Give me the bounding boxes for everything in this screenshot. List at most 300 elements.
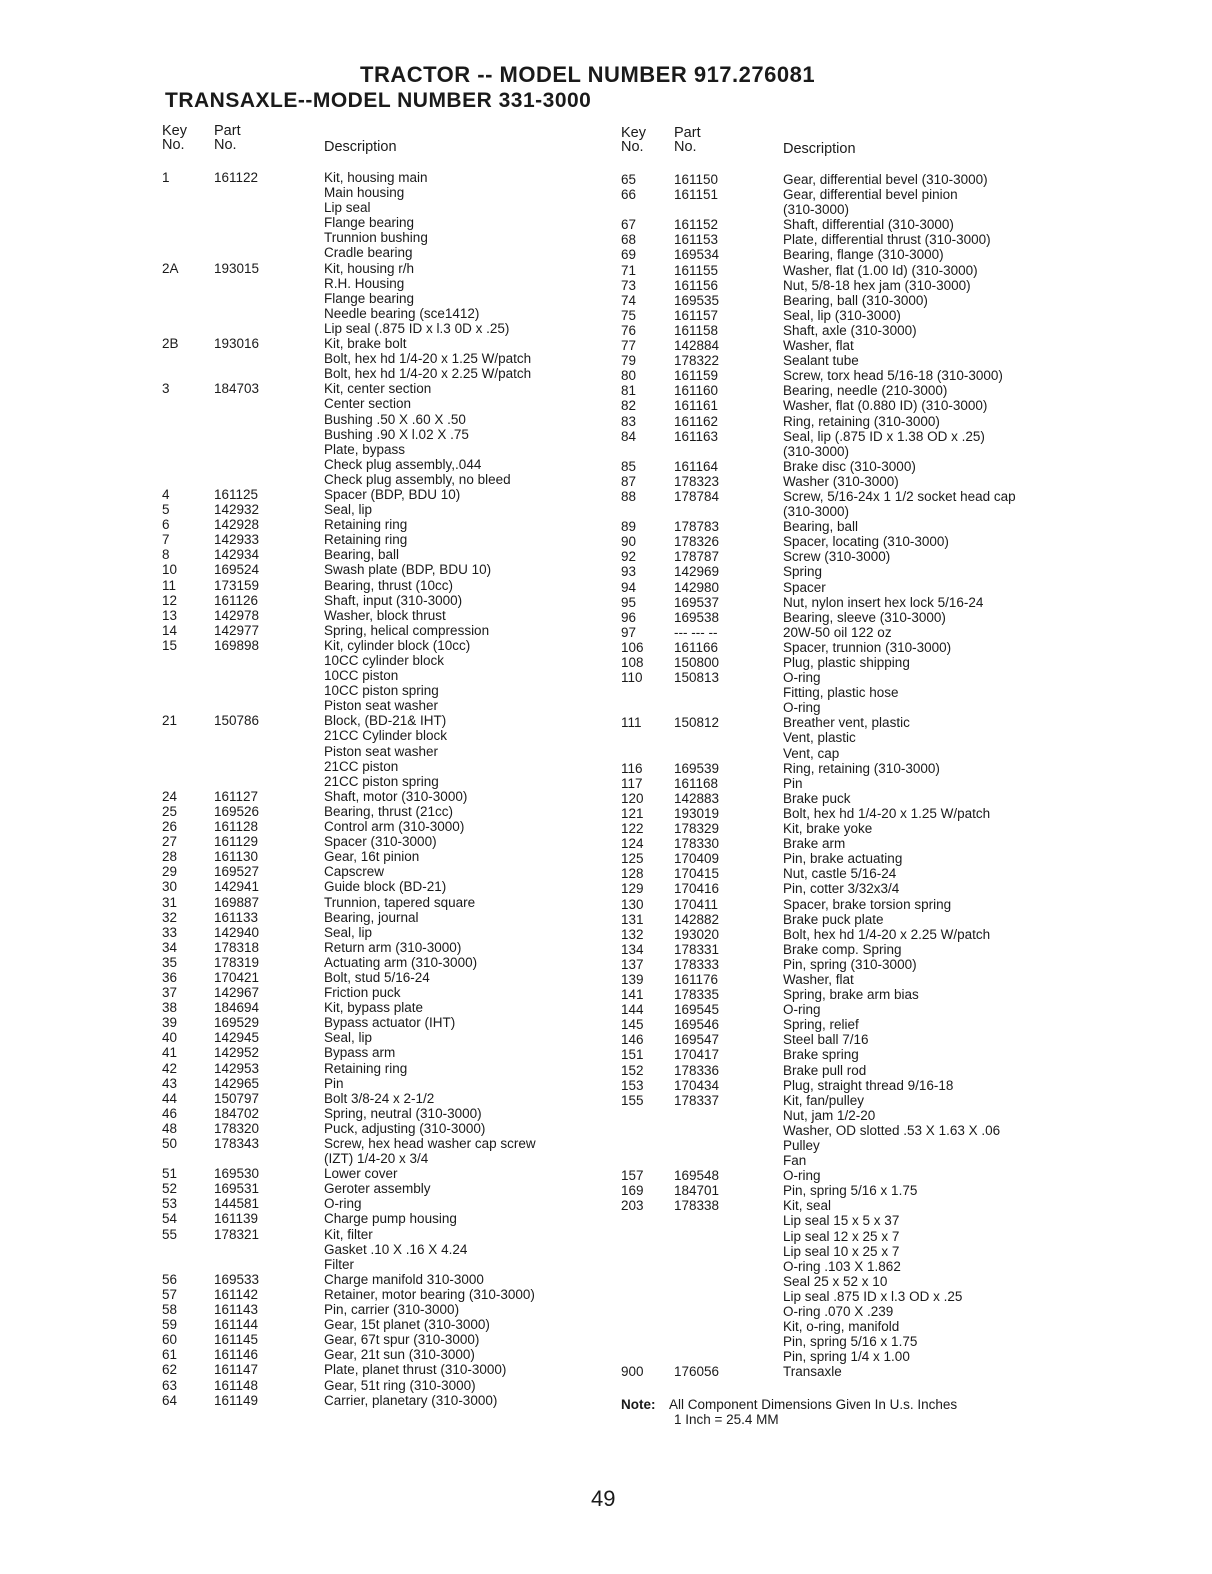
key-no: 121 (621, 805, 644, 821)
description: Sealant tube (783, 353, 859, 369)
description: Bearing, flange (310-3000) (783, 247, 944, 263)
description: Seal, lip (310-3000) (783, 307, 901, 323)
part-no: 178336 (674, 1062, 720, 1078)
description: Pin, carrier (310-3000) (324, 1302, 460, 1318)
description: Gear, 15t planet (310-3000) (324, 1317, 490, 1333)
key-no: 130 (621, 896, 644, 912)
key-no: 28 (162, 849, 178, 865)
description: Washer (310-3000) (783, 473, 899, 489)
description: Kit, center section (324, 381, 432, 397)
description: Spacer (310-3000) (324, 834, 437, 850)
part-no: 161152 (674, 217, 719, 233)
key-no: 12 (162, 592, 178, 608)
part-no: 176056 (674, 1364, 720, 1380)
key-no: 65 (621, 172, 637, 187)
key-no: 84 (621, 428, 637, 444)
part-no: 142940 (214, 924, 260, 940)
description: Shaft, axle (310-3000) (783, 322, 917, 338)
description: Vent, plastic (783, 730, 856, 746)
description: Bushing .50 X .60 X .50 (324, 411, 466, 427)
page-title: TRACTOR -- MODEL NUMBER 917.276081 (360, 62, 816, 87)
description: Check plug assembly,.044 (324, 456, 482, 472)
description: Washer, flat (0.880 ID) (310-3000) (783, 398, 988, 414)
part-no: 161144 (214, 1317, 259, 1333)
key-no: 55 (162, 1226, 178, 1242)
description: Spacer, trunnion (310-3000) (783, 639, 952, 655)
part-no: 161159 (674, 368, 719, 384)
key-no: 42 (162, 1060, 178, 1076)
key-no: 2A (162, 260, 179, 276)
description: 21CC Cylinder block (324, 728, 448, 744)
description: Brake disc (310-3000) (783, 458, 916, 474)
part-no: 169546 (674, 1017, 720, 1033)
description: Gear, 16t pinion (324, 849, 420, 865)
description: Spacer (BDP, BDU 10) (324, 486, 461, 502)
description: Gear, differential bevel pinion (783, 187, 958, 203)
part-no: 150797 (214, 1090, 260, 1106)
part-no: 169548 (674, 1168, 720, 1184)
part-no: 178321 (214, 1226, 260, 1242)
part-no: 142980 (674, 579, 720, 595)
part-no: 142978 (214, 607, 260, 623)
description: Ring, retaining (310-3000) (783, 413, 940, 429)
description: Bearing, sleeve (310-3000) (783, 609, 946, 625)
description: (310-3000) (783, 504, 850, 520)
note-text: All Component Dimensions Given In U.s. Inches (669, 1397, 958, 1412)
description: Lip seal (.875 ID x l.3 0D x .25) (324, 320, 510, 336)
description: Spacer (783, 579, 826, 595)
part-no: 169527 (214, 864, 260, 880)
description: Flange bearing (324, 215, 415, 231)
part-no: 161160 (674, 383, 719, 399)
header-key-no: No. (621, 139, 644, 155)
key-no: 900 (621, 1364, 644, 1380)
part-no: 170421 (214, 969, 260, 985)
note-label: Note: (621, 1397, 656, 1412)
description: O-ring (783, 670, 821, 686)
part-no: 142977 (214, 622, 260, 638)
description: Geroter assembly (324, 1181, 431, 1197)
part-no: 142934 (214, 547, 260, 563)
description: Plate, differential thrust (310-3000) (783, 232, 991, 248)
description: Spring, neutral (310-3000) (324, 1105, 482, 1121)
description: Kit, brake yoke (783, 821, 873, 837)
header-part: Part (214, 123, 241, 139)
description: Flange bearing (324, 290, 415, 306)
key-no: 73 (621, 277, 637, 293)
key-no: 48 (162, 1120, 178, 1136)
description: Carrier, planetary (310-3000) (324, 1392, 498, 1408)
description: Retaining ring (324, 517, 408, 533)
header-description: Description (324, 139, 397, 155)
description: Lip seal 15 x 5 x 37 (783, 1213, 900, 1229)
key-no: 68 (621, 232, 637, 248)
key-no: 44 (162, 1090, 178, 1106)
description: Pin (324, 1075, 344, 1091)
description: 10CC piston (324, 668, 399, 684)
key-no: 203 (621, 1198, 644, 1214)
description: Bearing, ball (783, 519, 859, 535)
part-no: 161133 (214, 909, 259, 925)
key-no: 77 (621, 338, 637, 354)
description: (310-3000) (783, 443, 850, 459)
key-no: 124 (621, 836, 644, 852)
part-no: 178330 (674, 836, 720, 852)
description: Shaft, differential (310-3000) (783, 217, 954, 233)
description: Friction puck (324, 985, 401, 1001)
key-no: 108 (621, 655, 644, 670)
key-no: 146 (621, 1032, 644, 1048)
description: Retainer, motor bearing (310-3000) (324, 1286, 535, 1302)
key-no: 35 (162, 954, 178, 970)
description: Screw, hex head washer cap screw (324, 1136, 536, 1151)
part-no: 178784 (674, 488, 720, 504)
part-no: 178337 (674, 1092, 720, 1108)
part-no: 169538 (674, 609, 720, 625)
key-no: 59 (162, 1317, 178, 1333)
description: Needle bearing (sce1412) (324, 305, 480, 321)
part-no: 161130 (214, 849, 259, 865)
description: Spacer, locating (310-3000) (783, 534, 949, 550)
description: O-ring (783, 700, 821, 716)
description: Bearing, thrust (10cc) (324, 577, 454, 593)
key-no: 43 (162, 1075, 178, 1091)
description: Bolt, hex hd 1/4-20 x 1.25 W/patch (324, 351, 532, 367)
description: Brake arm (783, 836, 846, 852)
part-no: 184694 (214, 1000, 260, 1016)
description: Bearing, ball (324, 547, 400, 563)
description: Screw (310-3000) (783, 549, 891, 565)
description: Washer, flat (1.00 Id) (310-3000) (783, 262, 978, 278)
key-no: 13 (162, 607, 178, 623)
key-no: 153 (621, 1077, 644, 1093)
key-no: 46 (162, 1105, 178, 1121)
key-no: 4 (162, 486, 170, 502)
key-no: 56 (162, 1271, 178, 1287)
key-no: 51 (162, 1166, 178, 1182)
key-no: 61 (162, 1347, 178, 1363)
part-no: 161122 (214, 170, 259, 185)
description: Kit, o-ring, manifold (783, 1319, 900, 1335)
description: Bypass actuator (IHT) (324, 1015, 456, 1031)
description: Pin, spring 5/16 x 1.75 (783, 1183, 918, 1199)
part-no: 161151 (674, 187, 719, 203)
description: Piston seat washer (324, 743, 439, 759)
page-number: 49 (591, 1486, 616, 1511)
key-no: 132 (621, 926, 644, 942)
part-no: 169537 (674, 594, 720, 610)
key-no: 40 (162, 1030, 178, 1046)
part-no: 161147 (214, 1362, 259, 1378)
description: Spring, helical compression (324, 622, 490, 638)
key-no: 90 (621, 534, 637, 550)
key-no: 52 (162, 1181, 178, 1197)
part-no: 169535 (674, 292, 720, 308)
key-no: 155 (621, 1092, 644, 1108)
description: Bolt, hex hd 1/4-20 x 1.25 W/patch (783, 805, 991, 821)
description: Main housing (324, 185, 405, 201)
part-no: 161163 (674, 428, 719, 444)
description: Bolt, stud 5/16-24 (324, 969, 430, 985)
description: Shaft, input (310-3000) (324, 592, 463, 608)
key-no: 169 (621, 1183, 644, 1199)
description: Spring (783, 564, 823, 580)
key-no: 106 (621, 639, 644, 655)
description: 10CC cylinder block (324, 653, 445, 668)
description: Shaft, motor (310-3000) (324, 788, 468, 804)
part-no: 142883 (674, 790, 720, 806)
key-no: 145 (621, 1017, 644, 1033)
description: Kit, cylinder block (10cc) (324, 637, 471, 653)
key-no: 128 (621, 866, 644, 882)
part-no: 161145 (214, 1332, 259, 1348)
key-no: 81 (621, 383, 637, 399)
key-no: 31 (162, 894, 178, 910)
key-no: 92 (621, 549, 637, 565)
key-no: 137 (621, 956, 644, 972)
key-no: 125 (621, 851, 644, 867)
key-no: 64 (162, 1392, 178, 1408)
part-no: 178331 (674, 941, 720, 957)
key-no: 117 (621, 775, 643, 791)
key-no: 54 (162, 1211, 178, 1227)
description: Trunnion, tapered square (324, 894, 476, 910)
description: Fitting, plastic hose (783, 685, 899, 701)
key-no: 67 (621, 217, 637, 233)
description: Kit, seal (783, 1198, 832, 1214)
description: Retaining ring (324, 532, 408, 548)
key-no: 152 (621, 1062, 644, 1078)
key-no: 82 (621, 398, 637, 414)
part-no: 161155 (674, 262, 719, 278)
description: 10CC piston spring (324, 683, 439, 699)
description: Nut, nylon insert hex lock 5/16-24 (783, 594, 984, 610)
key-no: 25 (162, 803, 178, 819)
header-description: Description (783, 141, 856, 157)
key-no: 36 (162, 969, 178, 985)
part-no: 142941 (214, 879, 260, 895)
description: O-ring (783, 1168, 821, 1184)
description: Return arm (310-3000) (324, 939, 462, 955)
note-conversion: 1 Inch = 25.4 MM (674, 1412, 779, 1427)
part-no: 142932 (214, 502, 260, 518)
description: Bearing, ball (310-3000) (783, 292, 928, 308)
description: Bolt, hex hd 1/4-20 x 2.25 W/patch (783, 926, 991, 942)
description: Puck, adjusting (310-3000) (324, 1120, 486, 1136)
key-no: 131 (621, 911, 644, 927)
description: Bushing .90 X l.02 X .75 (324, 426, 469, 442)
part-no: 184702 (214, 1105, 260, 1121)
description: Plate, bypass (324, 441, 406, 457)
part-no: 170434 (674, 1077, 720, 1093)
description: Screw, torx head 5/16-18 (310-3000) (783, 368, 1003, 384)
key-no: 50 (162, 1136, 178, 1151)
part-no: 169526 (214, 803, 260, 819)
key-no: 141 (621, 987, 644, 1003)
description: Washer, flat (783, 338, 854, 354)
part-no: 178338 (674, 1198, 720, 1214)
description: Spring, relief (783, 1017, 859, 1033)
description: Breather vent, plastic (783, 715, 910, 731)
key-no: 83 (621, 413, 637, 429)
part-no: 161158 (674, 322, 719, 338)
description: Washer, OD slotted .53 X 1.63 X .06 (783, 1122, 1001, 1138)
key-no: 7 (162, 532, 170, 548)
description: Spring, brake arm bias (783, 987, 919, 1003)
key-no: 85 (621, 458, 637, 474)
description: Pin, brake actuating (783, 851, 903, 867)
part-no: 178326 (674, 534, 720, 550)
part-no: 142933 (214, 532, 260, 548)
part-no: 142882 (674, 911, 720, 927)
part-no: 161164 (674, 458, 719, 474)
key-no: 53 (162, 1196, 178, 1212)
description: Piston seat washer (324, 698, 439, 714)
key-no: 144 (621, 1002, 644, 1018)
key-no: 15 (162, 637, 178, 653)
description: Brake puck (783, 790, 851, 806)
description: Charge manifold 310-3000 (324, 1271, 484, 1287)
part-no: 178783 (674, 519, 720, 535)
description: Control arm (310-3000) (324, 819, 465, 835)
description: Lip seal .875 ID x l.3 OD x .25 (783, 1288, 963, 1304)
key-no: 39 (162, 1015, 178, 1031)
part-no: 169539 (674, 760, 720, 776)
description: Cradle bearing (324, 245, 413, 261)
part-no: 150812 (674, 715, 720, 731)
description: Brake puck plate (783, 911, 884, 927)
description: Bolt, hex hd 1/4-20 x 2.25 W/patch (324, 366, 532, 382)
part-no: 170415 (674, 866, 720, 882)
description: Nut, jam 1/2-20 (783, 1107, 876, 1123)
description: Pin, spring (310-3000) (783, 956, 917, 972)
description: 21CC piston (324, 758, 399, 774)
description: Lower cover (324, 1166, 398, 1182)
description: O-ring (324, 1196, 362, 1212)
key-no: 8 (162, 547, 170, 563)
part-no: 178333 (674, 956, 720, 972)
part-no: 169524 (214, 562, 260, 578)
part-no: 142953 (214, 1060, 260, 1076)
key-no: 95 (621, 594, 637, 610)
description: Nut, 5/8-18 hex jam (310-3000) (783, 277, 971, 293)
key-no: 27 (162, 834, 178, 850)
part-no: 178319 (214, 954, 260, 970)
part-no: 184701 (674, 1183, 720, 1199)
part-no: 169529 (214, 1015, 260, 1031)
part-no: 161156 (674, 277, 719, 293)
part-no: 170411 (674, 896, 719, 912)
part-no: 169534 (674, 247, 720, 263)
description: Washer, block thrust (324, 607, 446, 623)
header-key-no: No. (162, 137, 185, 153)
key-no: 41 (162, 1045, 178, 1061)
key-no: 57 (162, 1286, 178, 1302)
description: Pin, cotter 3/32x3/4 (783, 881, 900, 897)
key-no: 151 (621, 1047, 644, 1063)
description: (IZT) 1/4-20 x 3/4 (324, 1151, 429, 1167)
description: Bolt 3/8-24 x 2-1/2 (324, 1090, 435, 1106)
description: Trunnion bushing (324, 230, 428, 246)
description: Fan (783, 1153, 807, 1169)
part-no: 170416 (674, 881, 720, 897)
part-no: 169530 (214, 1166, 260, 1182)
part-no: 142967 (214, 985, 260, 1001)
description: Bearing, journal (324, 909, 419, 925)
key-no: 89 (621, 519, 637, 535)
part-no: 169531 (214, 1181, 260, 1197)
part-no: 178787 (674, 549, 720, 565)
description: 21CC piston spring (324, 773, 439, 789)
description: Seal, lip (324, 1030, 373, 1046)
description: Brake pull rod (783, 1062, 867, 1078)
part-no: 169545 (674, 1002, 720, 1018)
part-no: 161125 (214, 486, 259, 502)
header-key: Key (162, 123, 187, 139)
part-no: 150813 (674, 670, 720, 686)
part-no: 142952 (214, 1045, 260, 1061)
part-no: 178329 (674, 821, 720, 837)
part-no: 161153 (674, 232, 719, 248)
part-no: 161162 (674, 413, 719, 429)
key-no: 110 (621, 670, 643, 686)
description: Vent, cap (783, 745, 840, 761)
header-part-no: No. (674, 139, 697, 155)
key-no: 2B (162, 336, 179, 352)
part-no: 169533 (214, 1271, 260, 1287)
part-no: 161126 (214, 592, 259, 608)
key-no: 69 (621, 247, 637, 263)
part-no: 161166 (674, 639, 719, 655)
key-no: 6 (162, 517, 170, 533)
description: Gasket .10 X .16 X 4.24 (324, 1241, 468, 1257)
part-no: 193016 (214, 336, 260, 352)
part-no: 161139 (214, 1211, 259, 1227)
key-no: 60 (162, 1332, 178, 1348)
part-no: 142928 (214, 517, 260, 533)
description: Pin, spring 1/4 x 1.00 (783, 1349, 910, 1365)
part-no: 161157 (674, 307, 719, 323)
key-no: 116 (621, 760, 643, 776)
key-no: 97 (621, 624, 637, 640)
header-part: Part (674, 125, 701, 141)
description: Brake spring (783, 1047, 859, 1063)
part-no: 161148 (214, 1377, 259, 1393)
description: O-ring .103 X 1.862 (783, 1258, 901, 1274)
part-no: 170409 (674, 851, 720, 867)
key-no: 88 (621, 488, 637, 504)
description: Lip seal 10 x 25 x 7 (783, 1243, 900, 1259)
part-no: 142945 (214, 1030, 260, 1046)
description: Plug, plastic shipping (783, 655, 910, 670)
description: Ring, retaining (310-3000) (783, 760, 940, 776)
part-no: 173159 (214, 577, 260, 593)
description: Guide block (BD-21) (324, 879, 447, 895)
description: Check plug assembly, no bleed (324, 471, 511, 487)
part-no: 184703 (214, 381, 260, 397)
description: Center section (324, 396, 412, 412)
part-no: 170417 (674, 1047, 720, 1063)
page-subtitle: TRANSAXLE--MODEL NUMBER 331-3000 (165, 89, 592, 112)
key-no: 24 (162, 788, 178, 804)
part-no: 178343 (214, 1136, 260, 1151)
key-no: 62 (162, 1362, 178, 1378)
key-no: 75 (621, 307, 637, 323)
part-no: 142884 (674, 338, 720, 354)
description: Block, (BD-21& IHT) (324, 713, 447, 729)
part-no: 161127 (214, 788, 259, 804)
description: Gear, 51t ring (310-3000) (324, 1377, 476, 1393)
